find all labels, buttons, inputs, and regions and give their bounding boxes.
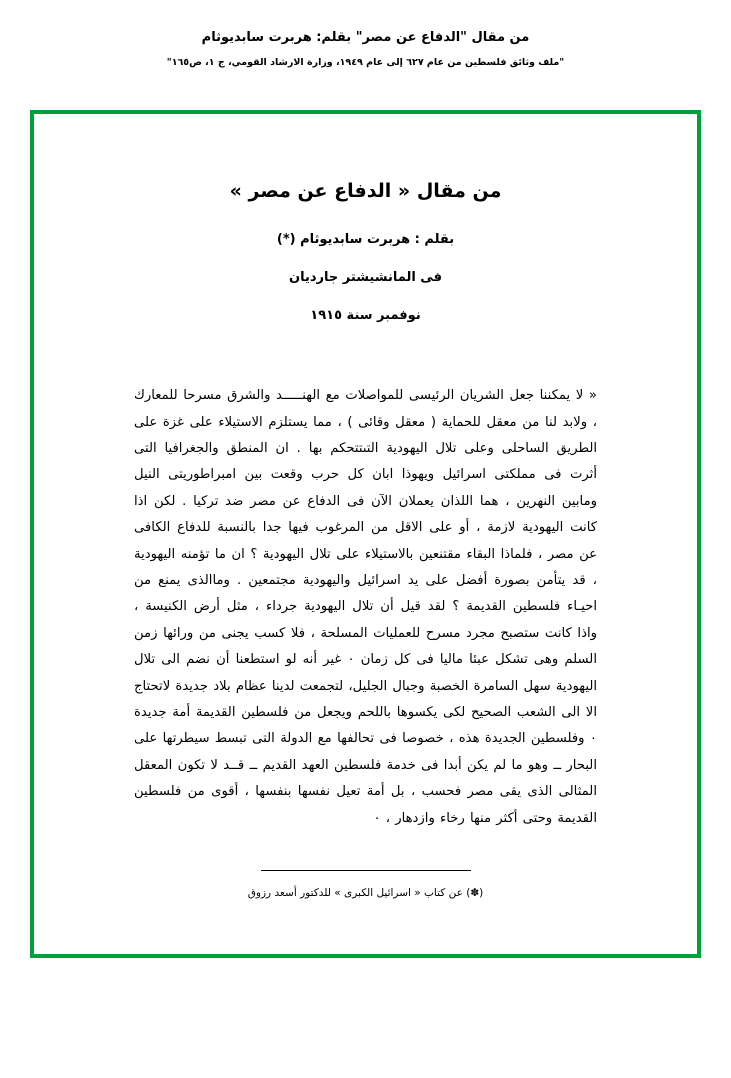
green-border-frame bbox=[30, 110, 701, 958]
article-date: نوفمبر سنة ١٩١٥ bbox=[310, 307, 421, 323]
footnote-text: (✽) عن كتاب « اسرائيل الكبرى » للدكتور أسعد رزوق bbox=[247, 887, 484, 900]
article-body: « لا يمكننا جعل الشريان الرئيسى للمواصلات مع الهنـــــد والشرق مسرحا للمعارك ، ولابد لنا من معقل للحماية ( معقل وقائى ) ، مما يستلزم الاستيلاء على غزة على الطريق الساحلى وعلى تلال اليهودية التىتتحكم بها . ان المنطق والجغرافيا التى أثرت فى مملكتى اسرائيل ويهوذا ابان كل حرب وقعت بين امبراطوريتى النيل ومابين النهرين ، هما اللذان يعملان الآن فى الدفاع عن مصر ضد تركيا . لكن اذا كانت اليهودية لازمة ، أو على الاقل من المرغوب فيها جدا بالنسبة للدفاع الكافى عن مصر ، فلماذا البقاء مقتنعين بالاستيلاء على تلال اليهودية ؟ ان ما تؤمنه اليهودية ، قد يتأمن بصورة أفضل على يد اسرائيل واليهودية مجتمعين . ومااﻟﺬى يمنع من احيـاء فلسطين القديمة ؟ لقد قيل أن تلال اليهودية جرداء ، مثل أرض الكنيسة ، واذا كانت ستصبح مجرد مسرح للعمليات المسلحة ، فلا كسب يجنى من ورائها زمن السلم وهى تشكل عبئا ماليا فى كل زمان ٠ غير أنه لو استطعنا أن نضم الى تلال اليهودية سهل السامرة الخصبة وجبال الجليل، لتجمعت لدينا عظام بلاد جديدة لاتحتاج الا الى الشعب الصحيح لكى يكسوها باللحم ويجعل من فلسطين القديمة أمة جديدة ٠ وفلسطين الجديدة هذه ، خصوصا فى تحالفها مع الدولة التى تبسط سيطرتها على البحار ــ وهو ما لم يكن أبدا فى خدمة فلسطين العهد القديم ــ قــد لا تكون المعقل المثالى الذى يقى مصر فحسب ، بل أمة تعيل نفسها بنفسها ، أقوى من فلسطين القديمة وحتى أكثر منها رخاء وازدهار ، ٠ bbox=[134, 388, 597, 826]
article-author: بقلم : هربرت سابديوثام (*) bbox=[276, 231, 455, 247]
document-header bbox=[0, 0, 731, 68]
article-source: فى المانشيشتر جارديان bbox=[289, 269, 442, 285]
article-title: من مقال « الدفاع عن مصر » bbox=[229, 180, 502, 202]
footnote-block bbox=[80, 870, 651, 902]
article-title-block bbox=[80, 178, 651, 325]
header-title-line: من مقال "الدفاع عن مصر" بقلم: هربرت سابديوثام bbox=[201, 30, 530, 45]
header-source-line: "ملف وثائق فلسطين من عام ٦٢٧ إلى عام ١٩٤٩، وزارة الارشاد القومي، ج ١، ص١٦٥" bbox=[166, 56, 565, 68]
frame-content bbox=[34, 114, 697, 954]
footnote-divider bbox=[261, 870, 471, 871]
